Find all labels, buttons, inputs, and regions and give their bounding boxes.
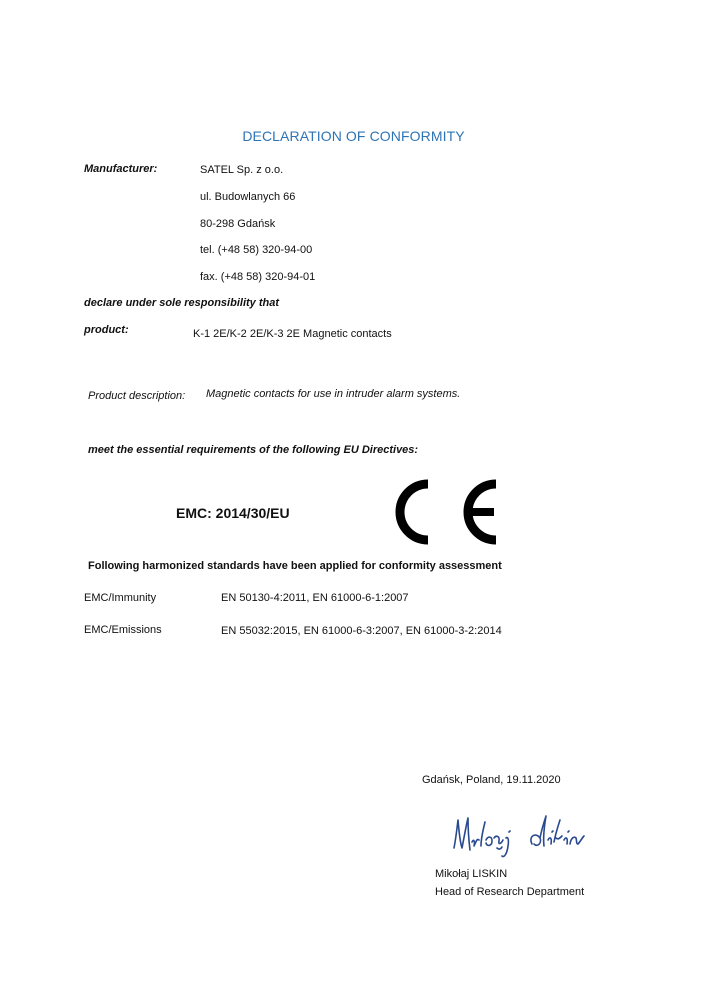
manufacturer-city: 80-298 Gdańsk [200, 218, 276, 230]
declaration-statement: declare under sole responsibility that [84, 297, 279, 309]
manufacturer-fax: fax. (+48 58) 320-94-01 [200, 271, 316, 283]
standard-value: EN 50130-4:2011, EN 61000-6-1:2007 [221, 592, 409, 604]
signatory-position: Head of Research Department [435, 886, 585, 898]
signatory-name: Mikołaj LISKIN [435, 868, 508, 880]
description-value: Magnetic contacts for use in intruder alarm systems. [206, 388, 461, 400]
standards-heading: Following harmonized standards have been applied for conformity assessment [88, 560, 502, 572]
document-title: DECLARATION OF CONFORMITY [242, 128, 465, 144]
standard-value: EN 55032:2015, EN 61000-6-3:2007, EN 61000-3-2:2014 [221, 625, 502, 637]
place-date: Gdańsk, Poland, 19.11.2020 [422, 774, 561, 786]
emc-directive: EMC: 2014/30/EU [176, 505, 290, 521]
directives-heading: meet the essential requirements of the following EU Directives: [88, 444, 419, 456]
standard-name: EMC/Emissions [84, 624, 162, 636]
manufacturer-tel: tel. (+48 58) 320-94-00 [200, 244, 313, 256]
svg-text:Mikołaj Liskin: Mikołaj Liskin [448, 808, 454, 809]
product-label: product: [84, 324, 129, 336]
signature-icon [448, 808, 598, 864]
manufacturer-label: Manufacturer: [84, 163, 158, 175]
manufacturer-street: ul. Budowlanych 66 [200, 191, 296, 203]
standard-name: EMC/Immunity [84, 592, 157, 604]
manufacturer-name: SATEL Sp. z o.o. [200, 164, 284, 176]
product-value: K-1 2E/K-2 2E/K-3 2E Magnetic contacts [193, 328, 392, 340]
ce-mark-icon [388, 476, 500, 548]
description-label: Product description: [88, 390, 186, 402]
